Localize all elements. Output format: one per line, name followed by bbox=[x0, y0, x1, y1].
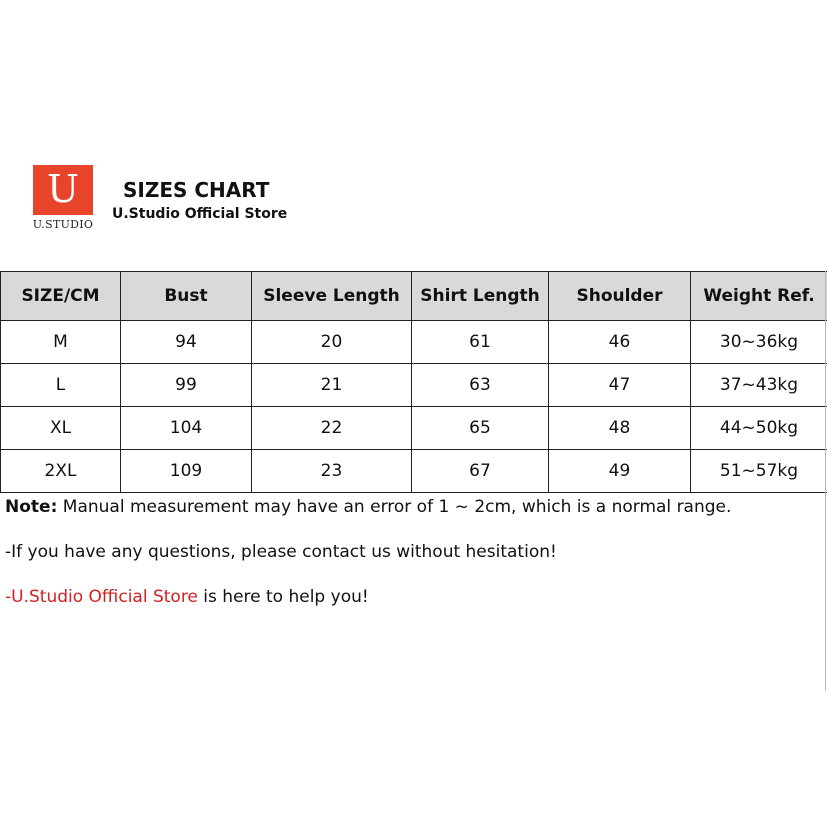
cell-shirt-length: 63 bbox=[412, 364, 549, 407]
cell-shirt-length: 65 bbox=[412, 407, 549, 450]
cell-shoulder: 47 bbox=[549, 364, 691, 407]
cell-size: XL bbox=[1, 407, 121, 450]
column-header-weight-ref: Weight Ref. bbox=[691, 272, 827, 321]
cell-shoulder: 46 bbox=[549, 321, 691, 364]
cell-bust: 94 bbox=[121, 321, 252, 364]
help-store-name: -U.Studio Official Store bbox=[5, 587, 198, 607]
cell-sleeve-length: 21 bbox=[252, 364, 412, 407]
cell-bust: 109 bbox=[121, 450, 252, 493]
size-table bbox=[0, 271, 827, 493]
cell-shoulder: 49 bbox=[549, 450, 691, 493]
cell-size: 2XL bbox=[1, 450, 121, 493]
cell-shirt-length: 61 bbox=[412, 321, 549, 364]
help-note bbox=[5, 587, 369, 607]
column-header-size: SIZE/CM bbox=[1, 272, 121, 321]
logo-letter: U bbox=[46, 167, 80, 211]
help-text: is here to help you! bbox=[197, 587, 369, 607]
logo-wordmark: U.STUDIO bbox=[32, 218, 94, 231]
note-text: Manual measurement may have an error of 1 ~ 2cm, which is a normal range. bbox=[57, 497, 732, 517]
cell-weight-ref: 37~43kg bbox=[691, 364, 827, 407]
table-row bbox=[1, 321, 827, 364]
column-header-bust: Bust bbox=[121, 272, 252, 321]
column-header-shoulder: Shoulder bbox=[549, 272, 691, 321]
cell-size: M bbox=[1, 321, 121, 364]
questions-note: -If you have any questions, please contact us without hesitation! bbox=[5, 542, 557, 562]
note-label: Note: bbox=[5, 497, 58, 517]
measurement-note bbox=[5, 497, 731, 517]
cell-sleeve-length: 20 bbox=[252, 321, 412, 364]
table-row bbox=[1, 407, 827, 450]
cell-sleeve-length: 22 bbox=[252, 407, 412, 450]
cell-shirt-length: 67 bbox=[412, 450, 549, 493]
table-header-row bbox=[1, 272, 827, 321]
cell-shoulder: 48 bbox=[549, 407, 691, 450]
table-row bbox=[1, 364, 827, 407]
right-edge-divider bbox=[825, 271, 826, 691]
page-title: SIZES CHART bbox=[123, 178, 270, 202]
store-name: U.Studio Official Store bbox=[112, 206, 288, 222]
table-row bbox=[1, 450, 827, 493]
cell-weight-ref: 30~36kg bbox=[691, 321, 827, 364]
cell-weight-ref: 51~57kg bbox=[691, 450, 827, 493]
cell-weight-ref: 44~50kg bbox=[691, 407, 827, 450]
column-header-shirt-length: Shirt Length bbox=[412, 272, 549, 321]
cell-sleeve-length: 23 bbox=[252, 450, 412, 493]
cell-bust: 99 bbox=[121, 364, 252, 407]
logo-badge bbox=[33, 165, 93, 215]
cell-bust: 104 bbox=[121, 407, 252, 450]
cell-size: L bbox=[1, 364, 121, 407]
column-header-sleeve-length: Sleeve Length bbox=[252, 272, 412, 321]
brand-logo bbox=[30, 165, 96, 231]
